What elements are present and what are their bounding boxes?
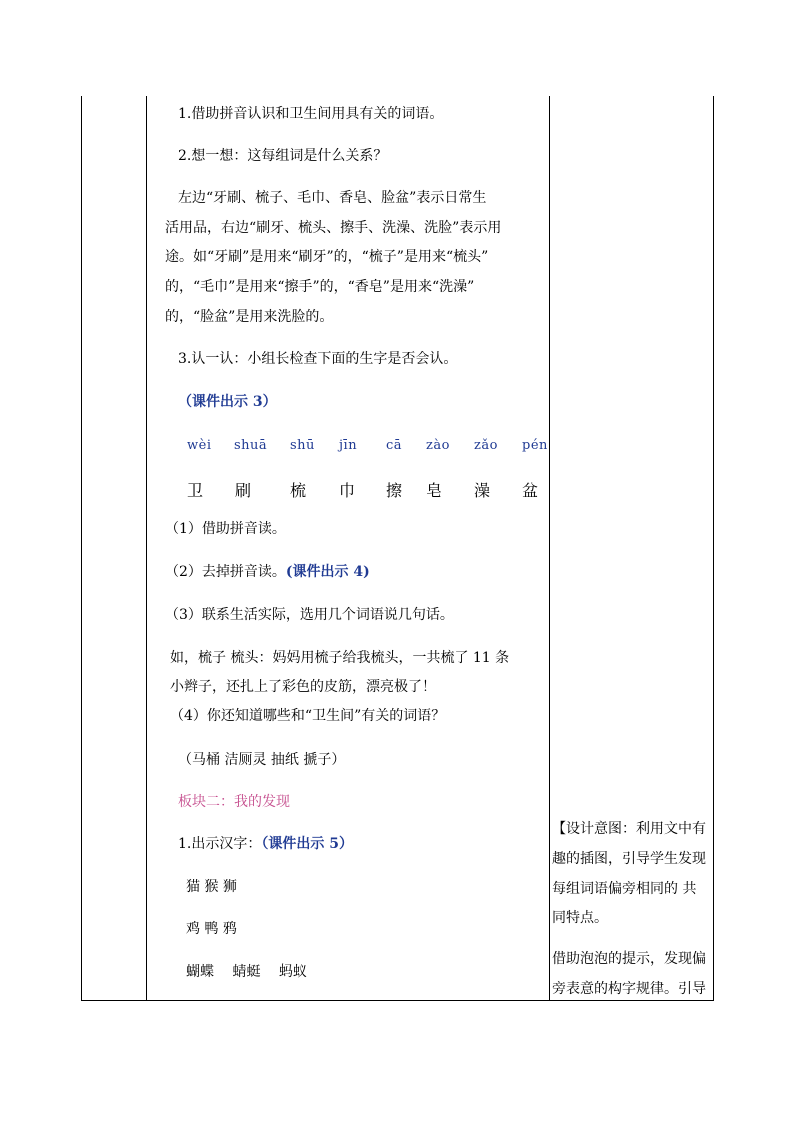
discover-step-1-text: 1.出示汉字： [178,836,262,852]
char-shu: 梳 [290,481,307,500]
char-pen: 盆 [522,481,539,500]
char-group-2: 鸡 鸭 鸦 [186,921,237,937]
char-wei: 卫 [187,481,204,500]
example-line-2: 小辫子，还扎上了彩色的皮筋，漂亮极了！ [170,679,436,695]
pinyin-shu: shū [290,438,315,453]
table-divider-2 [549,96,550,1001]
pinyin-ca: cā [386,438,403,453]
substep-4: （4）你还知道哪些和“卫生间”有关的词语？ [170,708,446,724]
section-2-heading: 板块二：我的发现 [178,794,290,810]
pinyin-shua: shuā [234,438,268,453]
courseware-5-label: （课件出示 5） [261,836,353,852]
example-line-1: 如，梳子 梳头：妈妈用梳子给我梳头，一共梳了 11 条 [170,650,510,666]
pinyin-wei: wèi [187,438,212,453]
design-intent-line-2: 趣的插图，引导学生发现 [552,851,706,867]
table-border-bottom [81,1000,714,1001]
pinyin-pen: pén [522,438,548,453]
step-3-text: 3.认一认：小组长检查下面的生字是否会认。 [178,351,458,367]
design-intent-line-5: 借助泡泡的提示，发现偏 [552,951,706,967]
pinyin-zao4: zào [426,438,450,453]
discover-step-1 [178,835,353,853]
step-1-text: 1.借助拼音认识和卫生间用具有关的词语。 [178,106,444,122]
design-intent-line-1: 【设计意图：利用文中有 [552,821,706,837]
pinyin-jin: jīn [339,438,358,453]
substep-1: （1）借助拼音读。 [165,521,286,537]
paragraph-line-3: 途。如“牙刷”是用来“刷牙”的，“梳子”是用来“梳头” [165,249,489,265]
substep-2-text: （2）去掉拼音读。 [165,564,286,580]
paragraph-line-1: 左边“牙刷、梳子、毛巾、香皂、脸盆”表示日常生 [178,190,487,206]
courseware-3-label: （课件出示 3） [178,394,277,410]
char-zao3: 澡 [474,481,491,500]
paragraph-line-4: 的，“毛巾”是用来“擦手”的，“香皂”是用来“洗澡” [165,279,475,295]
paragraph-line-2: 活用品，右边“刷牙、梳头、擦手、洗澡、洗脸”表示用 [165,220,502,236]
substep-2 [165,563,370,581]
char-group-1: 猫 猴 狮 [186,879,237,895]
design-intent-line-4: 同特点。 [552,910,608,926]
design-intent-line-6: 旁表意的构字规律。引导 [552,981,706,997]
char-zao4: 皂 [426,481,443,500]
pinyin-zao3: zǎo [474,438,498,453]
char-group-3: 蝴蝶 蜻蜓 蚂蚁 [186,964,307,980]
char-jin: 巾 [339,481,356,500]
courseware-4-label: (课件出示 4) [285,564,370,580]
design-intent-line-3: 每组词语偏旁相同的 共 [552,881,697,897]
char-shua: 刷 [235,481,252,500]
table-border-right [713,96,714,1001]
table-border-left [81,96,82,1001]
substep-3: （3）联系生活实际，选用几个词语说几句话。 [165,607,454,623]
related-words: （马桶 洁厕灵 抽纸 搋子） [178,752,346,768]
char-ca: 擦 [386,481,403,500]
paragraph-line-5: 的，“脸盆”是用来洗脸的。 [165,309,334,325]
table-divider-1 [146,96,147,1001]
step-2-text: 2.想一想：这每组词是什么关系？ [178,148,388,164]
